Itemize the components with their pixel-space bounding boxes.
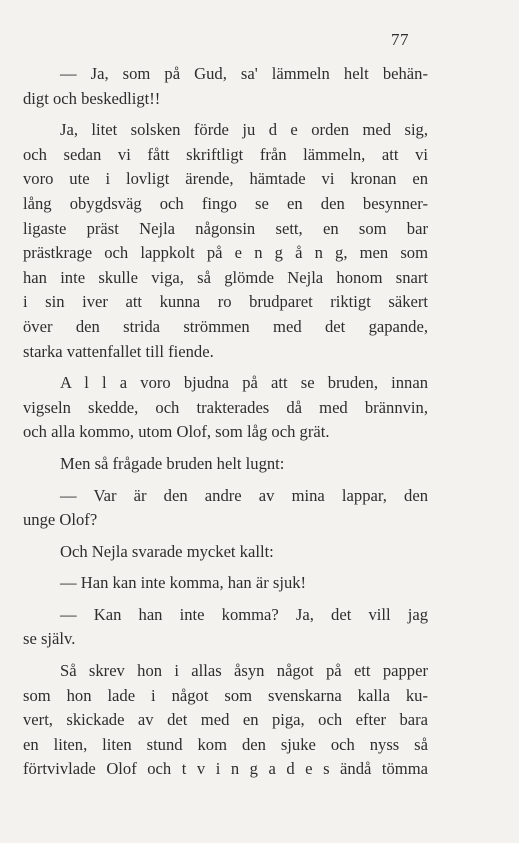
text-line: — Var är den andre av mina lappar, den bbox=[60, 485, 428, 505]
page-number: 77 bbox=[391, 30, 409, 49]
text-line: — Ja, som på Gud, sa' lämmeln helt behän- bbox=[60, 64, 428, 83]
text-line: — Han kan inte komma, han är sjuk! bbox=[60, 573, 307, 593]
text-line: prästkrage och lappkolt på e n g å n g, men som bbox=[23, 243, 428, 263]
text-line: Ja, litet solsken förde ju d e orden med sig, bbox=[60, 120, 428, 140]
text-line: han inte skulle viga, så glömde Nejla honom snart bbox=[23, 267, 428, 287]
text-line: och alla kommo, utom Olof, som låg och grät. bbox=[23, 422, 330, 442]
text-line: som hon lade i något som svenskarna kalla ku- bbox=[23, 685, 428, 705]
text-line: Så skrev hon i allas åsyn något på ett papper bbox=[60, 661, 428, 681]
text-line: vigseln skedde, och trakterades då med brännvin, bbox=[23, 397, 428, 417]
text-line: digt och beskedligt!! bbox=[23, 88, 161, 108]
text-line: över den strida strömmen med det gapande, bbox=[23, 316, 428, 336]
text-line: Men så frågade bruden helt lugnt: bbox=[60, 453, 285, 473]
body-text bbox=[23, 62, 428, 782]
text-line: en liten, liten stund kom den sjuke och nyss så bbox=[23, 734, 428, 754]
text-line: i sin iver att kunna ro brudparet riktigt säkert bbox=[23, 292, 428, 312]
text-line: lång obygdsväg och fingo se en den besynner- bbox=[23, 193, 428, 213]
text-line: se själv. bbox=[23, 629, 76, 649]
text-line: förtvivlade Olof och t v i n g a d e s ändå tömma bbox=[23, 759, 428, 779]
text-line: — Kan han inte komma? Ja, det vill jag bbox=[60, 604, 428, 624]
text-line: starka vattenfallet till fiende. bbox=[23, 341, 214, 361]
text-line: unge Olof? bbox=[23, 510, 98, 530]
text-line: voro ute i lovligt ärende, hämtade vi kronan en bbox=[23, 169, 428, 189]
text-line: Och Nejla svarade mycket kallt: bbox=[60, 541, 274, 561]
text-line: ligaste präst Nejla någonsin sett, en som bar bbox=[23, 218, 428, 238]
text-line: och sedan vi fått skriftligt från lämmeln, att vi bbox=[23, 144, 428, 164]
text-line: vert, skickade av det med en piga, och efter bara bbox=[23, 710, 428, 730]
text-line: A l l a voro bjudna på att se bruden, innan bbox=[60, 373, 428, 393]
